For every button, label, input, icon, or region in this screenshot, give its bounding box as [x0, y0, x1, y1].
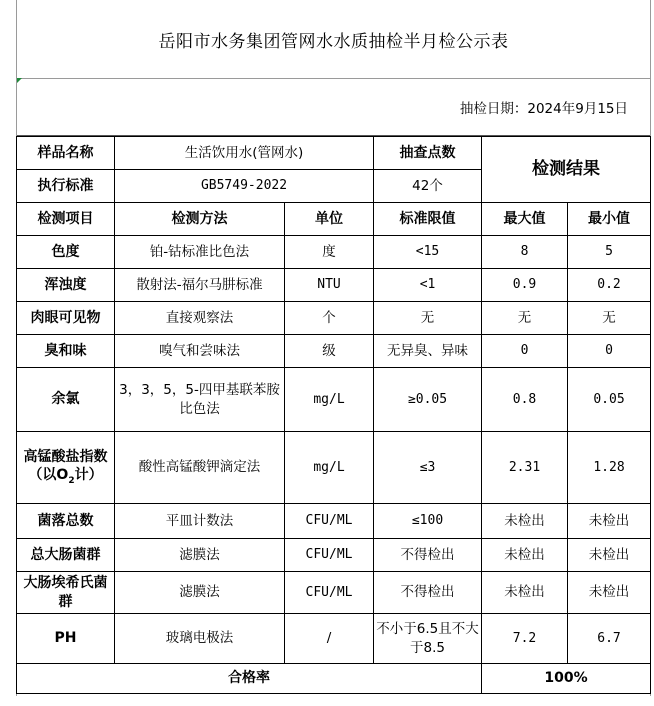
- max-cell: 8: [482, 236, 568, 269]
- unit-cell: mg/L: [285, 368, 374, 432]
- item-cell: 余氯: [17, 368, 115, 432]
- limit-cell: <1: [374, 269, 482, 302]
- min-cell: 无: [568, 302, 651, 335]
- pass-rate-label: 合格率: [17, 664, 482, 694]
- max-cell: 2.31: [482, 432, 568, 504]
- method-cell: 酸性高锰酸钾滴定法: [115, 432, 285, 504]
- min-cell: 未检出: [568, 572, 651, 614]
- sample-name-value: 生活饮用水(管网水): [115, 137, 374, 170]
- sample-row: [17, 137, 651, 170]
- limit-cell: 不得检出: [374, 539, 482, 572]
- unit-cell: CFU/ML: [285, 539, 374, 572]
- min-cell: 5: [568, 236, 651, 269]
- max-cell: 未检出: [482, 572, 568, 614]
- table-row: [17, 368, 651, 432]
- table-row: [17, 614, 651, 664]
- limit-cell: ≤3: [374, 432, 482, 504]
- max-cell: 0: [482, 335, 568, 368]
- report-sheet: [16, 0, 651, 696]
- item-cell: 总大肠菌群: [17, 539, 115, 572]
- unit-cell: 个: [285, 302, 374, 335]
- table-row: [17, 539, 651, 572]
- item-subscript: 2: [68, 476, 75, 487]
- table-row: [17, 302, 651, 335]
- header-limit: 标准限值: [374, 203, 482, 236]
- limit-cell: 不小于6.5且不大于8.5: [374, 614, 482, 664]
- min-cell: 0: [568, 335, 651, 368]
- method-cell: 散射法-福尔马肼标准: [115, 269, 285, 302]
- max-cell: 未检出: [482, 504, 568, 539]
- item-text-tail: 计）: [74, 467, 103, 484]
- limit-cell: 无: [374, 302, 482, 335]
- max-cell: 0.9: [482, 269, 568, 302]
- sample-name-label: 样品名称: [17, 137, 115, 170]
- max-cell: 未检出: [482, 539, 568, 572]
- method-cell: 嗅气和尝味法: [115, 335, 285, 368]
- date-row: [17, 79, 650, 136]
- results-table: [16, 136, 651, 694]
- item-cell: 臭和味: [17, 335, 115, 368]
- item-text: 高锰酸盐指数（以O: [23, 448, 108, 484]
- limit-cell: ≤100: [374, 504, 482, 539]
- table-row: [17, 236, 651, 269]
- max-cell: 7.2: [482, 614, 568, 664]
- unit-cell: 级: [285, 335, 374, 368]
- item-cell: 大肠埃希氏菌群: [17, 572, 115, 614]
- unit-cell: CFU/ML: [285, 572, 374, 614]
- limit-cell: 不得检出: [374, 572, 482, 614]
- header-row: [17, 203, 651, 236]
- min-cell: 0.2: [568, 269, 651, 302]
- method-cell: 直接观察法: [115, 302, 285, 335]
- item-cell: 色度: [17, 236, 115, 269]
- method-cell: 平皿计数法: [115, 504, 285, 539]
- header-method: 检测方法: [115, 203, 285, 236]
- page-title: 岳阳市水务集团管网水水质抽检半月检公示表: [158, 31, 509, 52]
- unit-cell: CFU/ML: [285, 504, 374, 539]
- method-cell: 玻璃电极法: [115, 614, 285, 664]
- method-cell: 铂-钴标准比色法: [115, 236, 285, 269]
- inspection-date: 抽检日期：2024年9月15日: [459, 101, 628, 117]
- table-row: [17, 335, 651, 368]
- header-min: 最小值: [568, 203, 651, 236]
- item-cell: 菌落总数: [17, 504, 115, 539]
- min-cell: 未检出: [568, 539, 651, 572]
- method-cell: 滤膜法: [115, 539, 285, 572]
- table-row: [17, 432, 651, 504]
- min-cell: 未检出: [568, 504, 651, 539]
- item-cell: [17, 432, 115, 504]
- max-cell: 无: [482, 302, 568, 335]
- limit-cell: 无异臭、异味: [374, 335, 482, 368]
- header-item: 检测项目: [17, 203, 115, 236]
- min-cell: 0.05: [568, 368, 651, 432]
- standard-value: GB5749-2022: [115, 170, 374, 203]
- points-value: 42个: [374, 170, 482, 203]
- method-cell: 滤膜法: [115, 572, 285, 614]
- item-cell: 肉眼可见物: [17, 302, 115, 335]
- pass-rate-value: 100%: [482, 664, 651, 694]
- max-cell: 0.8: [482, 368, 568, 432]
- title-row: [17, 0, 650, 79]
- header-unit: 单位: [285, 203, 374, 236]
- pass-rate-row: [17, 664, 651, 694]
- item-cell: PH: [17, 614, 115, 664]
- points-label: 抽查点数: [374, 137, 482, 170]
- result-header: 检测结果: [482, 137, 651, 203]
- table-row: [17, 572, 651, 614]
- limit-cell: <15: [374, 236, 482, 269]
- unit-cell: /: [285, 614, 374, 664]
- unit-cell: 度: [285, 236, 374, 269]
- table-row: [17, 269, 651, 302]
- limit-cell: ≥0.05: [374, 368, 482, 432]
- min-cell: 6.7: [568, 614, 651, 664]
- method-cell: 3，3，5，5-四甲基联苯胺比色法: [115, 368, 285, 432]
- unit-cell: mg/L: [285, 432, 374, 504]
- min-cell: 1.28: [568, 432, 651, 504]
- item-cell: 浑浊度: [17, 269, 115, 302]
- table-row: [17, 504, 651, 539]
- standard-label: 执行标准: [17, 170, 115, 203]
- header-max: 最大值: [482, 203, 568, 236]
- unit-cell: NTU: [285, 269, 374, 302]
